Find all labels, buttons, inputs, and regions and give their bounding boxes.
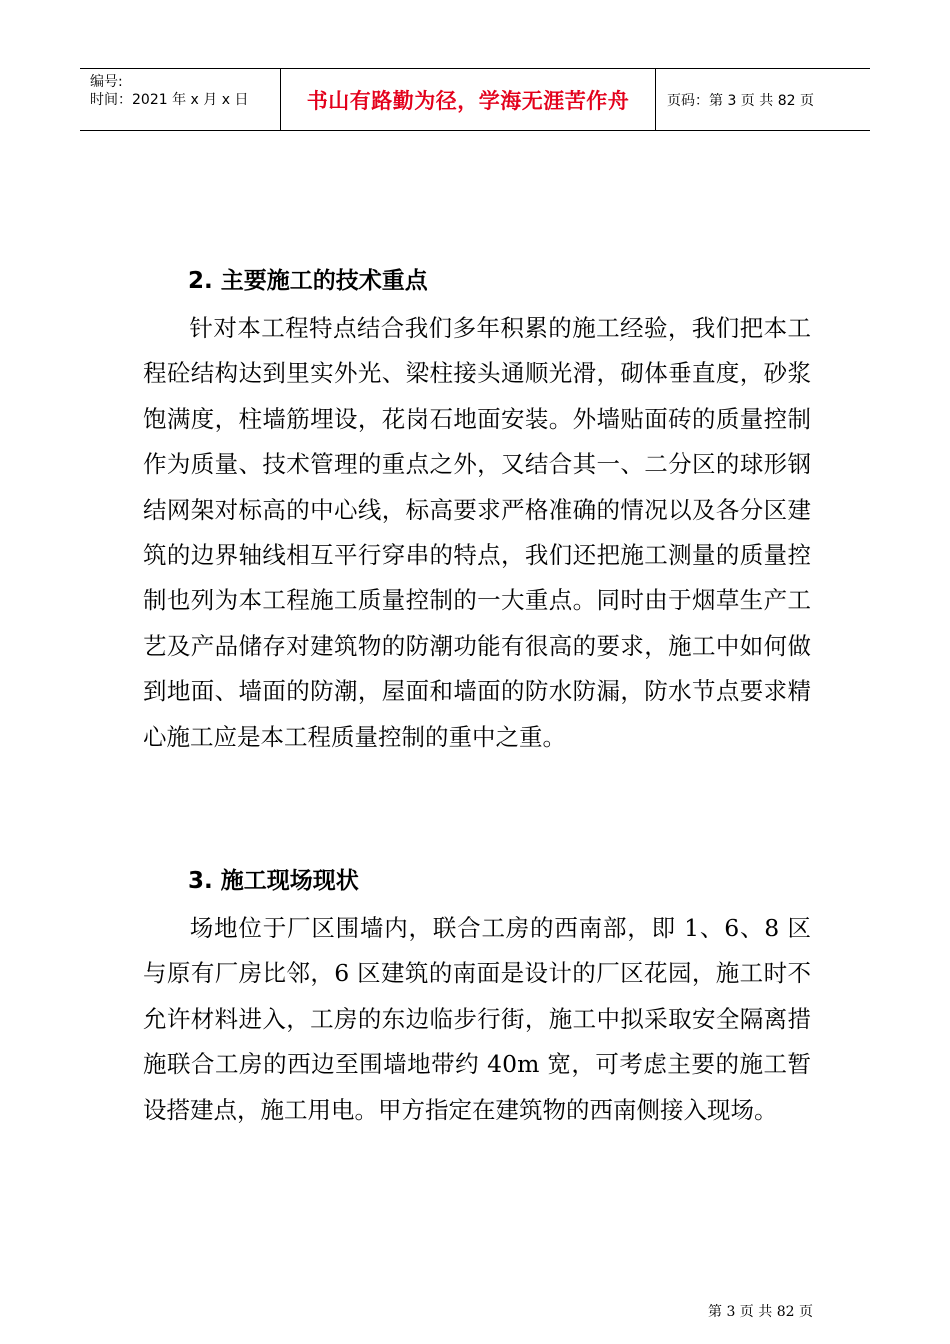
header-page-number: 页码：第 3 页 共 82 页	[667, 92, 814, 109]
header-motto-cell	[280, 69, 656, 130]
section-2-heading: 2. 主要施工的技术重点	[188, 268, 428, 294]
doc-date: 时间：2021 年 x 月 x 日	[90, 92, 249, 108]
section-2-paragraph	[143, 306, 811, 760]
doc-number-label: 编号:	[90, 74, 123, 90]
header-motto: 书山有路勤为径，学海无涯苦作舟	[306, 88, 630, 113]
section-2-text: 针对本工程特点结合我们多年积累的施工经验，我们把本工程砼结构达到里实外光、梁柱接头通顺光滑，砌体垂直度，砂浆饱满度，柱墙筋埋设，花岗石地面安装。外墙贴面砖的质量控制作为质量、技术管理的重点之外，又结合其一、二分区的球形钢结网架对标高的中心线，标高要求严格准确的情况以及各分区建筑的边界轴线相互平行穿串的特点，我们还把施工测量的质量控制也列为本工程施工质量控制的一大重点。同时由于烟草生产工艺及产品储存对建筑物的防潮功能有很高的要求，施工中如何做到地面、墙面的防潮，屋面和墙面的防水防漏，防水节点要求精心施工应是本工程质量控制的重中之重。	[143, 314, 811, 751]
footer-page-number: 第 3 页 共 82 页	[708, 1304, 813, 1320]
section-3-heading: 3. 施工现场现状	[188, 868, 359, 894]
section-3-paragraph	[143, 906, 811, 1133]
section-3-text: 场地位于厂区围墙内，联合工房的西南部，即 1、6、8 区与原有厂房比邻，6 区建筑的南面是设计的厂区花园，施工时不允许材料进入，工房的东边临步行街，施工中拟采取安全隔离措施联合工房的西边至围墙地带约 40m 宽，可考虑主要的施工暂设搭建点，施工用电。甲方指定在建筑物的西南侧接入现场。	[143, 914, 811, 1124]
header-meta-cell	[80, 69, 280, 130]
page-header	[80, 68, 870, 131]
header-page-cell	[655, 69, 870, 130]
